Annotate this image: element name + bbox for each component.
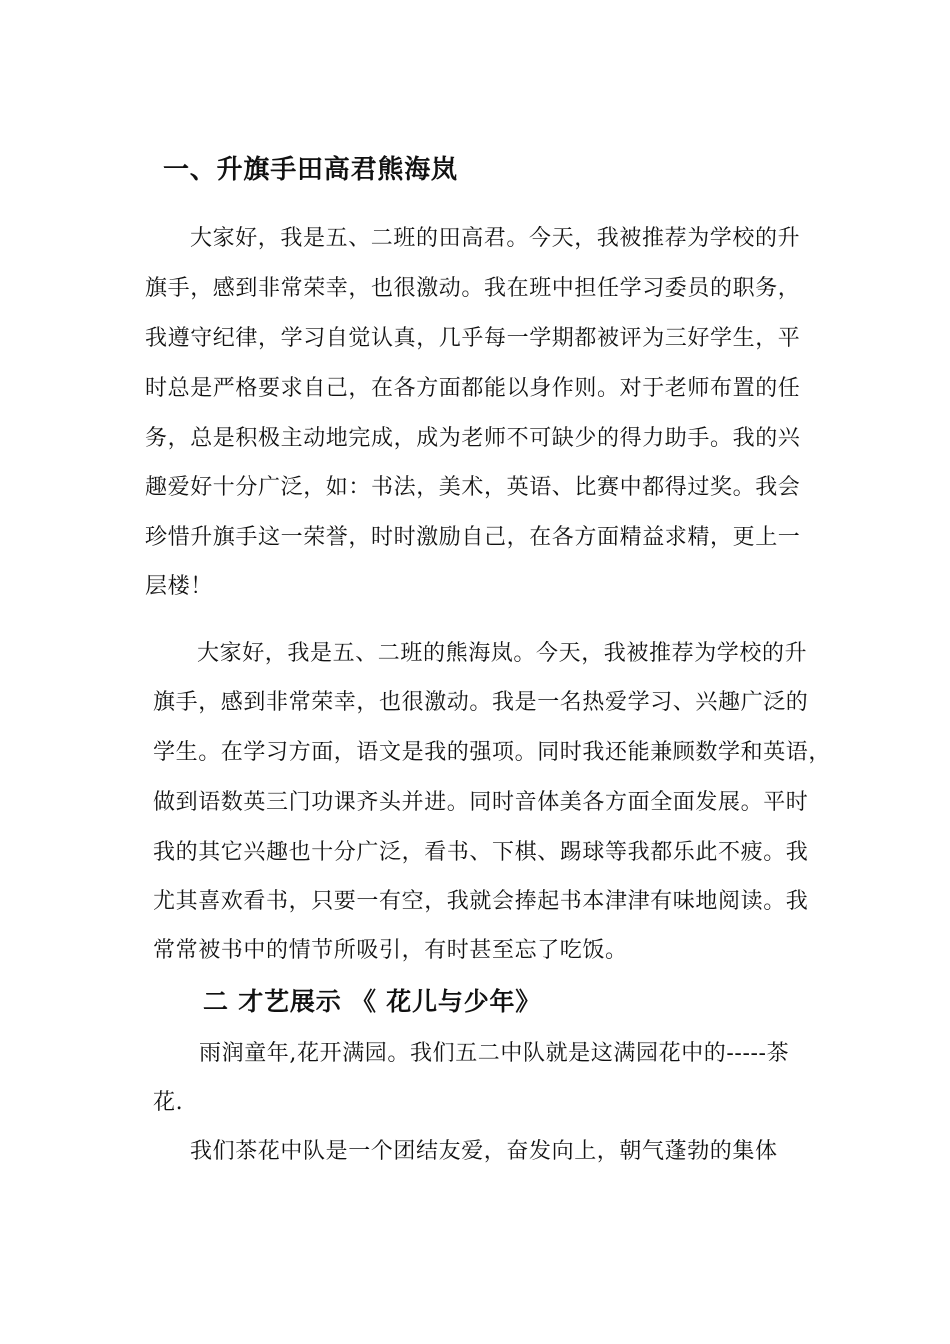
section2-para1-line-1: 雨润童年,花开满园。我们五二中队就是这满园花中的-----茶 (199, 1041, 790, 1066)
section1-para2-line-5: 我的其它兴趣也十分广泛，看书、下棋、踢球等我都乐此不疲。我 (153, 840, 809, 865)
section1-para1-line-3: 我遵守纪律，学习自觉认真，几乎每一学期都被评为三好学生，平 (145, 326, 801, 351)
section1-para1-line-4: 时总是严格要求自己，在各方面都能以身作则。对于老师布置的任 (145, 376, 801, 401)
section1-para1-line-2: 旗手，感到非常荣幸，也很激动。我在班中担任学习委员的职务， (145, 276, 801, 301)
section1-para1-line-1: 大家好，我是五、二班的田高君。今天，我被推荐为学校的升 (190, 226, 801, 251)
section1-para2-line-2: 旗手，感到非常荣幸，也很激动。我是一名热爱学习、兴趣广泛的 (153, 690, 809, 715)
section1-para2-line-3: 学生。在学习方面，语文是我的强项。同时我还能兼顾数学和英语， (153, 740, 832, 765)
section1-para2-line-4: 做到语数英三门功课齐头并进。同时音体美各方面全面发展。平时 (153, 790, 809, 815)
section1-para2-line-7: 常常被书中的情节所吸引，有时甚至忘了吃饭。 (153, 938, 628, 963)
section2-para1-line-2: 花. (153, 1090, 184, 1115)
section1-para1-line-7: 珍惜升旗手这一荣誉，时时激励自己，在各方面精益求精，更上一 (145, 525, 801, 550)
section1-para2-line-6: 尤其喜欢看书，只要一有空，我就会捧起书本津津有味地阅读。我 (153, 889, 809, 914)
section1-para1-line-6: 趣爱好十分广泛，如：书法，美术，英语、比赛中都得过奖。我会 (145, 475, 801, 500)
section1-para1-line-8: 层楼！ (145, 574, 213, 599)
section1-para1-line-5: 务，总是积极主动地完成，成为老师不可缺少的得力助手。我的兴 (145, 426, 801, 451)
section1-title: 一、升旗手田高君熊海岚 (163, 155, 458, 185)
section1-para2-line-1: 大家好，我是五、二班的熊海岚。今天，我被推荐为学校的升 (197, 641, 808, 666)
section2-para2-line-1: 我们茶花中队是一个团结友爱，奋发向上，朝气蓬勃的集体 (190, 1139, 778, 1164)
section2-title: 二 才艺展示 《 花儿与少年》 (203, 987, 542, 1016)
